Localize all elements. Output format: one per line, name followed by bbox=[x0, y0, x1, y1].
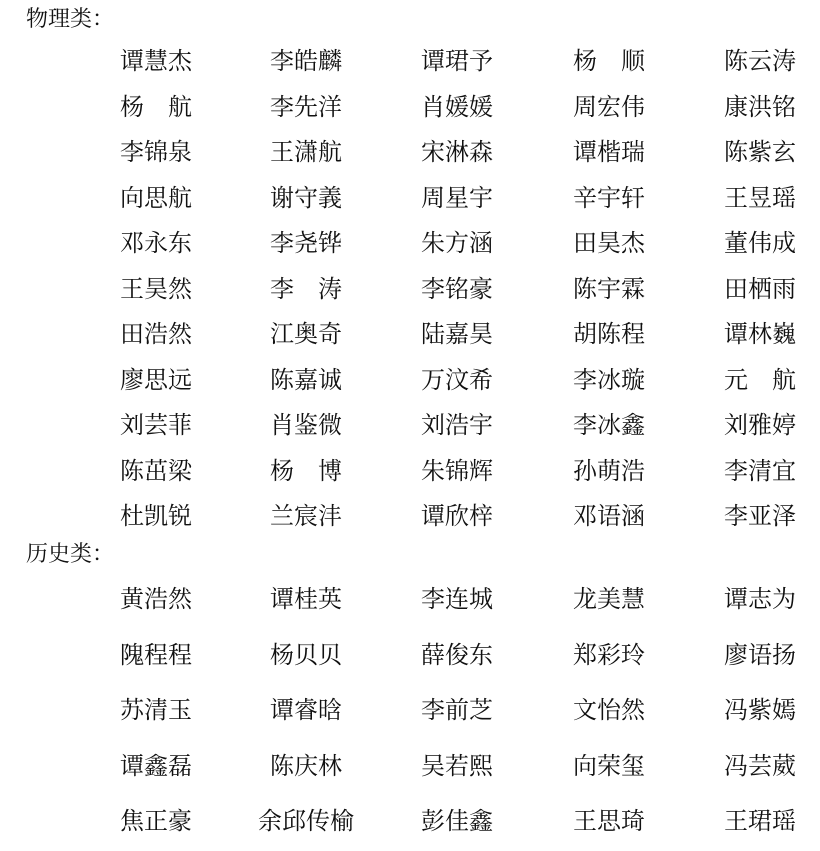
student-name: 苏清玉 bbox=[120, 696, 192, 724]
table-row bbox=[0, 410, 820, 440]
student-name: 谭楷瑞 bbox=[573, 138, 645, 166]
table-row bbox=[0, 806, 820, 836]
student-name: 康洪铭 bbox=[724, 92, 796, 121]
table-row bbox=[0, 46, 820, 76]
student-name: 吴若熙 bbox=[421, 751, 493, 780]
student-name: 邓永东 bbox=[120, 229, 192, 257]
student-name: 元 航 bbox=[724, 365, 796, 394]
table-row bbox=[0, 137, 820, 167]
student-name: 谭珺予 bbox=[421, 47, 493, 75]
student-name: 冯紫嫣 bbox=[724, 696, 796, 724]
student-name: 王潇航 bbox=[270, 138, 342, 166]
student-name: 孙萌浩 bbox=[573, 456, 645, 485]
student-name: 龙美慧 bbox=[573, 585, 645, 613]
student-name: 廖思远 bbox=[120, 365, 192, 394]
student-name: 田栖雨 bbox=[724, 274, 796, 303]
table-row bbox=[0, 228, 820, 258]
student-name: 王珺瑶 bbox=[724, 807, 796, 835]
student-name: 辛宇轩 bbox=[573, 183, 645, 212]
student-name: 陈宇霖 bbox=[573, 274, 645, 303]
student-name: 朱锦辉 bbox=[421, 456, 493, 485]
table-row bbox=[0, 456, 820, 486]
student-name: 朱方涵 bbox=[421, 229, 493, 257]
student-name: 李冰璇 bbox=[573, 365, 645, 394]
student-name: 周宏伟 bbox=[573, 92, 645, 121]
student-name: 郑彩玲 bbox=[573, 640, 645, 669]
student-name: 江奥奇 bbox=[270, 320, 342, 348]
student-name: 李前芝 bbox=[421, 696, 493, 724]
table-row bbox=[0, 274, 820, 304]
history-heading: 历史类： bbox=[26, 542, 115, 567]
student-name: 刘芸菲 bbox=[120, 411, 192, 439]
student-name: 肖媛媛 bbox=[421, 92, 493, 121]
student-name: 杨贝贝 bbox=[270, 640, 342, 669]
table-row bbox=[0, 92, 820, 122]
student-name: 向荣玺 bbox=[573, 751, 645, 780]
student-name: 李尧铧 bbox=[270, 229, 342, 257]
student-name: 黄浩然 bbox=[120, 585, 192, 613]
table-row bbox=[0, 319, 820, 349]
student-name: 李铭豪 bbox=[421, 274, 493, 303]
student-name: 文怡然 bbox=[573, 696, 645, 724]
student-name: 董伟成 bbox=[724, 229, 796, 257]
student-name: 谭睿晗 bbox=[270, 696, 342, 724]
student-name: 谭林巍 bbox=[724, 320, 796, 348]
student-name: 杨 顺 bbox=[573, 47, 645, 75]
student-name: 余邱传榆 bbox=[258, 807, 354, 835]
student-name: 谢守義 bbox=[270, 183, 342, 212]
student-name: 周星宇 bbox=[421, 183, 493, 212]
table-row bbox=[0, 365, 820, 395]
student-name: 刘雅婷 bbox=[724, 411, 796, 439]
student-name: 陈嘉诚 bbox=[270, 365, 342, 394]
student-name: 王昱瑶 bbox=[724, 183, 796, 212]
student-name: 田浩然 bbox=[120, 320, 192, 348]
student-name: 谭志为 bbox=[724, 585, 796, 613]
student-name: 陆嘉昊 bbox=[421, 320, 493, 348]
student-name: 兰宸沣 bbox=[270, 502, 342, 530]
student-name: 李皓麟 bbox=[270, 47, 342, 75]
physics-heading: 物理类： bbox=[26, 7, 115, 32]
student-name: 刘浩宇 bbox=[421, 411, 493, 439]
student-name: 胡陈程 bbox=[573, 320, 645, 348]
student-name: 李 涛 bbox=[270, 274, 342, 303]
student-name: 谭桂英 bbox=[270, 585, 342, 613]
student-name: 李清宜 bbox=[724, 456, 796, 485]
student-name: 杨 博 bbox=[270, 456, 342, 485]
student-name: 薛俊东 bbox=[421, 640, 493, 669]
student-name: 李锦泉 bbox=[120, 138, 192, 166]
student-name: 彭佳鑫 bbox=[421, 807, 493, 835]
student-name: 陈紫玄 bbox=[724, 138, 796, 166]
table-row bbox=[0, 751, 820, 781]
student-name: 田昊杰 bbox=[573, 229, 645, 257]
table-row bbox=[0, 183, 820, 213]
student-name: 谭慧杰 bbox=[120, 47, 192, 75]
student-name: 杨 航 bbox=[120, 92, 192, 121]
table-row bbox=[0, 695, 820, 725]
student-name: 冯芸葳 bbox=[724, 751, 796, 780]
table-row bbox=[0, 501, 820, 531]
student-name: 杜凯锐 bbox=[120, 502, 192, 530]
student-name: 李亚泽 bbox=[724, 502, 796, 530]
student-name: 李先洋 bbox=[270, 92, 342, 121]
student-name: 李冰鑫 bbox=[573, 411, 645, 439]
student-name: 谭欣梓 bbox=[421, 502, 493, 530]
student-name: 李连城 bbox=[421, 585, 493, 613]
student-name: 宋淋森 bbox=[421, 138, 493, 166]
student-name: 隗程程 bbox=[120, 640, 192, 669]
student-name: 肖鉴微 bbox=[270, 411, 342, 439]
student-name: 陈庆林 bbox=[270, 751, 342, 780]
student-name: 邓语涵 bbox=[573, 502, 645, 530]
student-name: 谭鑫磊 bbox=[120, 751, 192, 780]
student-name: 万汶希 bbox=[421, 365, 493, 394]
student-name: 王昊然 bbox=[120, 274, 192, 303]
student-name: 焦正豪 bbox=[120, 807, 192, 835]
table-row bbox=[0, 640, 820, 670]
student-name: 王思琦 bbox=[573, 807, 645, 835]
table-row bbox=[0, 584, 820, 614]
student-name: 陈茁梁 bbox=[120, 456, 192, 485]
student-name: 向思航 bbox=[120, 183, 192, 212]
student-name: 陈云涛 bbox=[724, 47, 796, 75]
student-name: 廖语扬 bbox=[724, 640, 796, 669]
